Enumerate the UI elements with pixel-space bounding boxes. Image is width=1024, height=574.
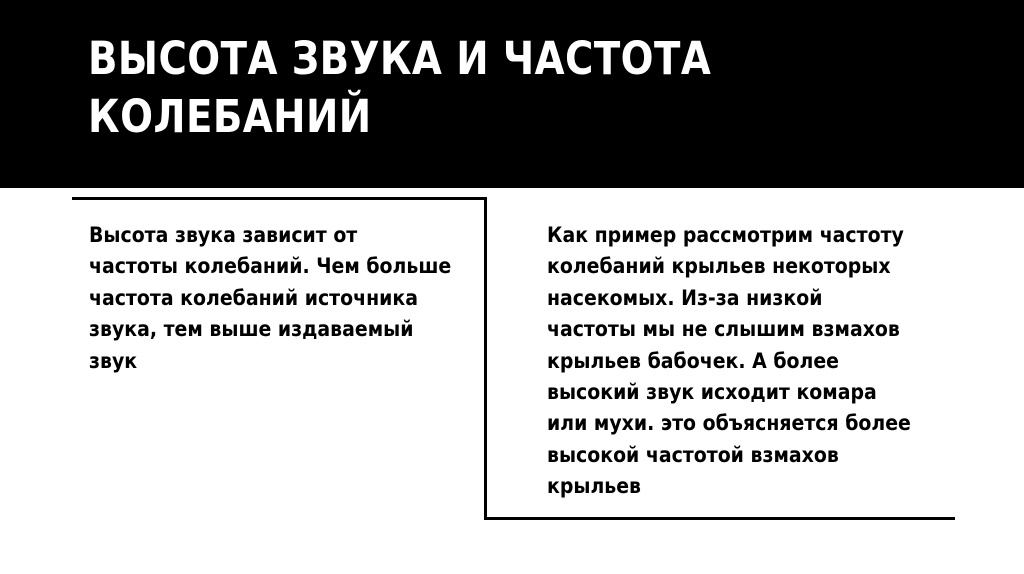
frame-line-divider	[484, 197, 487, 520]
frame-line-bottom	[484, 517, 955, 520]
left-text-block: Высота звука зависит от частоты колебаний. Чем больше частота колебаний источника звука, тем выше издаваемый звук	[89, 223, 452, 373]
frame-line-top	[72, 197, 486, 200]
title-band	[0, 0, 1024, 188]
right-text-block: Как пример рассмотрим частоту колебаний крыльев некоторых насекомых. Из-за низкой частоты мы не слышим взмахов крыльев бабочек. А более высокий звук исходит комара или мухи. это объясняется более высокой частотой взмахов крыльев	[547, 223, 911, 499]
slide-title: ВЫСОТА ЗВУКА И ЧАСТОТА КОЛЕБАНИЙ	[88, 32, 712, 143]
